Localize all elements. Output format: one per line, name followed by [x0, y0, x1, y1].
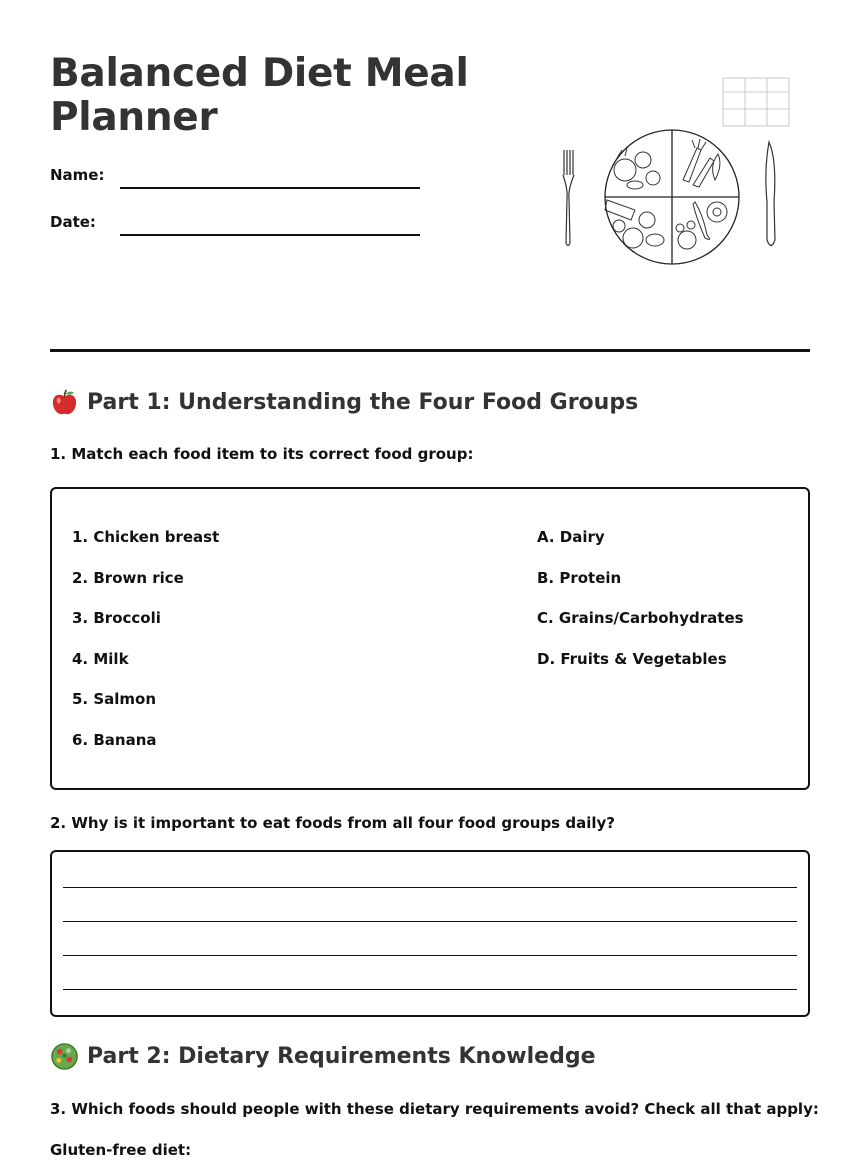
food-item: 4. Milk	[72, 650, 129, 668]
food-item: 5. Salmon	[72, 690, 157, 708]
apple-icon	[50, 388, 79, 417]
section-divider	[50, 349, 810, 352]
name-label: Name:	[50, 166, 105, 184]
protein-icon	[605, 200, 664, 248]
fruits-icon	[676, 202, 727, 249]
question-3: 3. Which foods should people with these dietary requirements avoid? Check all that apply:	[50, 1100, 819, 1118]
gluten-free-label: Gluten-free diet:	[50, 1141, 192, 1159]
food-item: 2. Brown rice	[72, 569, 184, 587]
food-group-option: C. Grains/Carbohydrates	[537, 609, 744, 627]
knife-icon	[766, 142, 775, 246]
food-group-option: D. Fruits & Vegetables	[537, 650, 727, 668]
question-2: 2. Why is it important to eat foods from all four food groups daily?	[50, 814, 615, 832]
question-1: 1. Match each food item to its correct food group:	[50, 445, 474, 463]
name-field[interactable]	[120, 187, 420, 189]
part2-heading-text: Part 2: Dietary Requirements Knowledge	[87, 1044, 596, 1069]
food-item: 3. Broccoli	[72, 609, 161, 627]
food-item: 6. Banana	[72, 731, 157, 749]
food-group-option: A. Dairy	[537, 528, 605, 546]
carrots-icon	[683, 139, 720, 187]
food-item: 1. Chicken breast	[72, 528, 220, 546]
salad-icon	[50, 1042, 79, 1071]
page-title: Balanced Diet Meal Planner	[50, 51, 469, 140]
matching-box	[50, 487, 810, 790]
part2-heading	[50, 1042, 596, 1071]
date-field[interactable]	[120, 234, 420, 236]
mini-table-icon	[723, 78, 789, 126]
part1-heading-text: Part 1: Understanding the Four Food Groups	[87, 390, 639, 415]
answer-line[interactable]	[63, 887, 797, 888]
fork-icon	[563, 150, 574, 246]
plate-illustration	[555, 70, 800, 270]
answer-line[interactable]	[63, 955, 797, 956]
answer-line[interactable]	[63, 989, 797, 990]
answer-box[interactable]	[50, 850, 810, 1017]
part1-heading	[50, 388, 638, 417]
food-group-option: B. Protein	[537, 569, 622, 587]
answer-line[interactable]	[63, 921, 797, 922]
date-label: Date:	[50, 213, 96, 231]
